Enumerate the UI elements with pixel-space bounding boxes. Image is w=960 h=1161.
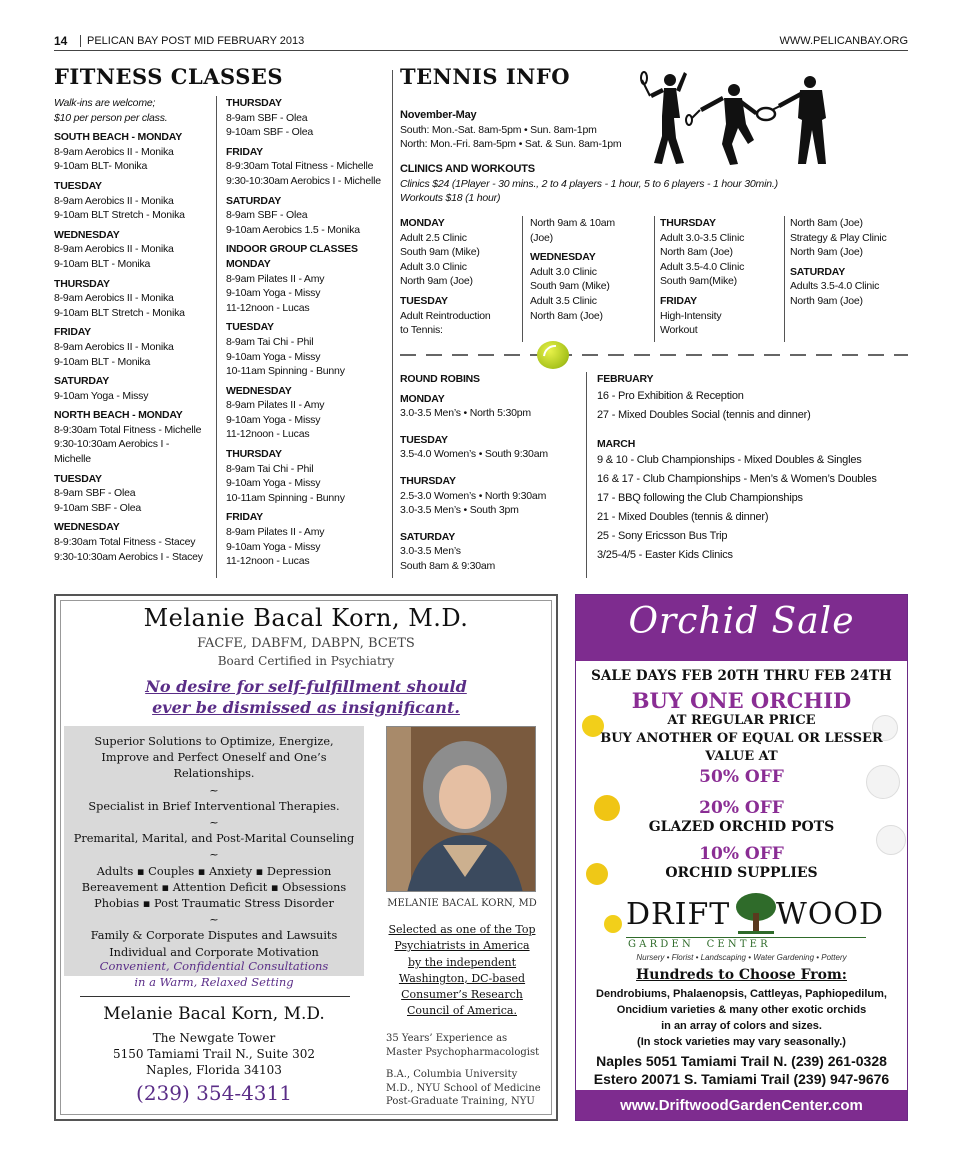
section-divider	[392, 70, 393, 578]
text-line: Council of America.	[407, 1004, 517, 1018]
list-item: Adult 3.0 Clinic	[400, 260, 467, 273]
list-heading: SATURDAY	[226, 194, 281, 207]
buy-one-offer: BUY ONE ORCHID	[631, 688, 852, 713]
list-item: 8-9am Pilates II - Amy	[226, 399, 325, 412]
driftwood-logo-wood: WOOD	[776, 897, 885, 932]
list-item: 8-9am Aerobics II - Monika	[54, 194, 174, 207]
logo-rule	[626, 937, 866, 938]
text-line: 35 Years’ Experience as	[386, 1033, 508, 1044]
text-line: Individual and Corporate Motivation	[109, 945, 319, 959]
text-line: Master Psychopharmacologist	[386, 1047, 540, 1058]
list-item: 9-10am SBF - Olea	[54, 501, 142, 514]
list-item: 10-11am Spinning - Bunny	[226, 365, 345, 378]
list-item: 11-12noon - Lucas	[226, 555, 310, 568]
list-heading: WEDNESDAY	[530, 251, 596, 264]
website-link[interactable]: WWW.PELICANBAY.ORG	[779, 35, 908, 47]
list-item: 8-9am SBF - Olea	[226, 111, 308, 124]
list-item: 9:30-10:30am Aerobics I -	[54, 438, 170, 451]
list-item: Walk-ins are welcome;	[54, 97, 156, 109]
list-heading: THURSDAY	[226, 448, 282, 461]
list-item: Adult 3.5 Clinic	[530, 294, 597, 307]
text-line: Washington, DC-based	[398, 971, 526, 985]
spacer	[400, 518, 580, 530]
list-item: High-Intensity	[660, 309, 722, 322]
list-item: South 8am & 9:30am	[400, 559, 496, 572]
list-item: to Tennis:	[400, 324, 443, 337]
tennis-ball-icon	[537, 341, 569, 369]
list-heading: THURSDAY	[660, 217, 716, 229]
text-line: Post-Graduate Training, NYU	[386, 1096, 535, 1107]
clinic-column-2	[530, 216, 652, 323]
discount-50: 50% OFF	[699, 767, 784, 787]
tennis-title: TENNIS INFO	[400, 64, 571, 89]
text-line: Specialist in Brief Interventional Therapies.	[88, 799, 340, 813]
list-item: 21 - Mixed Doubles (tennis & dinner)	[597, 511, 769, 524]
list-item: 8-9:30am Total Fitness - Michelle	[226, 160, 374, 173]
consultation-note: Convenient, Confidential Consultations in a Warm, Relaxed Setting	[99, 959, 329, 989]
text-line: 5150 Tamiami Trail N., Suite 302	[113, 1047, 315, 1061]
list-item: Strategy & Play Clinic	[790, 231, 887, 244]
publication-name: PELICAN BAY POST MID FEBRUARY 2013	[80, 35, 304, 47]
list-item: 8-9am Tai Chi - Phil	[226, 462, 314, 475]
list-item: 16 & 17 - Club Championships - Men’s & Women’s Doubles	[597, 473, 877, 486]
text-line: Consumer’s Research	[401, 988, 523, 1002]
ad-quote: No desire for self-fulfillment should ever be dismissed as insignificant.	[145, 677, 467, 717]
list-heading: WEDNESDAY	[226, 384, 292, 397]
round-robins	[400, 372, 580, 574]
text-line: by the independent	[407, 955, 517, 969]
text-line: in an array of colors and sizes.	[661, 1020, 822, 1032]
text-line: The Newgate Tower	[152, 1031, 276, 1045]
list-item: 9-10am BLT Stretch - Monika	[54, 306, 185, 319]
estero-location[interactable]: Estero 20071 S. Tamiami Trail (239) 947-9676	[593, 1071, 890, 1087]
list-item: 9-10am Yoga - Missy	[54, 389, 149, 402]
list-heading: FRIDAY	[660, 294, 697, 307]
list-item: South 9am (Mike)	[530, 280, 610, 293]
list-item: 8-9am SBF - Olea	[54, 487, 136, 500]
doctor-photo	[386, 726, 536, 892]
garden-center: G A R D E N C E N T E R	[628, 939, 768, 950]
list-item: Adult 3.0-3.5 Clinic	[660, 231, 745, 244]
dashed-separator	[400, 354, 908, 356]
doctor-name: Melanie Bacal Korn, M.D.	[143, 604, 469, 632]
text-line: (In stock varieties may vary seasonally.)	[637, 1036, 846, 1048]
list-heading: SATURDAY	[790, 265, 845, 278]
orchid-advertisement	[575, 594, 908, 1121]
clinic-divider-1	[522, 216, 523, 342]
list-heading: WEDNESDAY	[54, 228, 120, 241]
clinics-title: CLINICS AND WORKOUTS	[400, 163, 535, 175]
workouts-price: Workouts $18 (1 hour)	[400, 192, 501, 204]
list-heading: SOUTH BEACH - MONDAY	[54, 131, 183, 144]
list-heading: ROUND ROBINS	[400, 373, 480, 385]
orchid-supplies: ORCHID SUPPLIES	[665, 865, 818, 881]
list-item: 9-10am BLT Stretch - Monika	[54, 209, 185, 222]
list-item: 9 & 10 - Club Championships - Mixed Doubles & Singles	[597, 454, 862, 467]
tennis-south-hours: South: Mon.-Sat. 8am-5pm • Sun. 8am-1pm	[400, 124, 597, 136]
sale-days: SALE DAYS FEB 20TH THRU FEB 24TH	[591, 668, 892, 684]
list-item: 9-10am Aerobics 1.5 - Monika	[226, 223, 360, 236]
list-item: 9-10am Yoga - Missy	[226, 540, 321, 553]
list-item: (Joe)	[530, 231, 553, 244]
spacer	[597, 425, 909, 437]
education-note	[386, 1068, 558, 1109]
clinics-price: Clinics $24 (1Player - 30 mins., 2 to 4 players - 1 hour, 5 to 6 players - 1 hour 30min.)	[400, 178, 778, 190]
list-item: South 9am(Mike)	[660, 275, 737, 288]
text-line: Bereavement ▪ Attention Deficit ▪ Obsessions	[81, 880, 347, 894]
list-item: 11-12noon - Lucas	[226, 301, 310, 314]
discount-10: 10% OFF	[699, 844, 784, 864]
logo-tagline: Nursery • Florist • Landscaping • Water Gardening • Pottery	[636, 953, 847, 962]
tennis-players-icon	[640, 68, 840, 168]
selected-note	[376, 922, 548, 1020]
list-item: 8-9am SBF - Olea	[226, 209, 308, 222]
text-line: Improve and Perfect Oneself and One’s Relationships.	[101, 751, 327, 781]
list-heading: FRIDAY	[226, 511, 263, 524]
doctor-name-footer: Melanie Bacal Korn, M.D.	[103, 1004, 325, 1024]
list-item: 9-10am Yoga - Missy	[226, 413, 321, 426]
list-item: 27 - Mixed Doubles Social (tennis and dinner)	[597, 408, 811, 421]
list-item: 3.0-3.5 Men’s • North 5:30pm	[400, 407, 531, 420]
list-item: 8-9:30am Total Fitness - Stacey	[54, 536, 196, 549]
list-item: 8-9am Pilates II - Amy	[226, 272, 325, 285]
header-rule	[54, 50, 908, 51]
list-heading: MARCH	[597, 437, 636, 450]
list-item: 9-10am Yoga - Missy	[226, 477, 321, 490]
tennis-north-hours: North: Mon.-Fri. 8am-5pm • Sat. & Sun. 8am-1pm	[400, 138, 622, 150]
list-item: North 9am & 10am	[530, 217, 615, 229]
tennis-season: November-May	[400, 109, 477, 121]
fitness-title: FITNESS CLASSES	[54, 64, 284, 89]
text-line: Oncidium varieties & many other exotic orchids	[616, 1004, 867, 1016]
text-line: ~	[209, 848, 219, 862]
list-heading: SATURDAY	[54, 375, 109, 388]
list-heading: TUESDAY	[226, 321, 274, 334]
events-divider	[586, 372, 587, 578]
list-item: North 9am (Joe)	[790, 294, 863, 307]
list-item: 9-10am Yoga - Missy	[226, 287, 321, 300]
tree-icon	[734, 891, 778, 935]
list-item: Michelle	[54, 453, 91, 466]
list-item: 3.0-3.5 Men’s • South 3pm	[400, 504, 519, 517]
fitness-column-2	[226, 96, 388, 569]
list-item: 3/25-4/5 - Easter Kids Clinics	[597, 549, 733, 562]
glazed-pots: GLAZED ORCHID POTS	[648, 819, 835, 835]
text-line: Family & Corporate Disputes and Lawsuits	[90, 929, 338, 943]
ad-rule	[80, 996, 350, 997]
orchid-banner-title: Orchid Sale	[628, 601, 855, 642]
korn-advertisement	[54, 594, 558, 1121]
list-item: Adults 3.5-4.0 Clinic	[790, 280, 880, 293]
clinic-column-3	[660, 216, 782, 338]
value-at: VALUE AT	[705, 749, 778, 764]
text-line: B.A., Columbia University	[386, 1069, 518, 1080]
list-item: Adult 2.5 Clinic	[400, 231, 467, 244]
list-item: 16 - Pro Exhibition & Reception	[597, 389, 744, 402]
list-item: 8-9am Aerobics II - Monika	[54, 243, 174, 256]
list-heading: TUESDAY	[400, 294, 448, 307]
board-certification: Board Certified in Psychiatry	[217, 654, 395, 668]
list-item: North 9am (Joe)	[790, 246, 863, 259]
text-line: Naples, Florida 34103	[146, 1063, 282, 1077]
list-heading: INDOOR GROUP CLASSES	[226, 243, 358, 256]
clinic-divider-3	[784, 216, 785, 342]
discount-20: 20% OFF	[699, 798, 784, 818]
fitness-column-1	[54, 96, 214, 564]
text-line: Selected as one of the Top	[388, 923, 536, 936]
list-heading: FEBRUARY	[597, 373, 654, 385]
list-item: 8-9am Tai Chi - Phil	[226, 335, 314, 348]
list-item: South 9am (Mike)	[400, 246, 480, 259]
page-header	[54, 34, 908, 50]
regular-price: AT REGULAR PRICE	[667, 713, 816, 728]
list-item: 8-9:30am Total Fitness - Michelle	[54, 423, 202, 436]
driftwood-logo-drift: DRIFT	[626, 897, 731, 932]
office-address	[64, 1030, 364, 1078]
list-item: 10-11am Spinning - Bunny	[226, 491, 345, 504]
list-item: 9-10am BLT - Monika	[54, 257, 151, 270]
list-item: 9-10am SBF - Olea	[226, 126, 314, 139]
buy-another: BUY ANOTHER OF EQUAL OR LESSER	[600, 731, 883, 746]
text-line: M.D., NYU School of Medicine	[386, 1082, 541, 1094]
list-heading: THURSDAY	[400, 474, 456, 487]
list-heading: MONDAY	[226, 257, 271, 270]
list-item: North 8am (Joe)	[660, 246, 733, 259]
clinic-column-4	[790, 216, 910, 309]
text-line: Dendrobiums, Phalaenopsis, Cattleyas, Paphiopedilum,	[596, 988, 887, 1000]
list-item: North 8am (Joe)	[790, 217, 863, 229]
photo-caption: MELANIE BACAL KORN, MD	[387, 898, 537, 909]
list-item: 9:30-10:30am Aerobics I - Stacey	[54, 550, 203, 563]
clinic-divider-2	[654, 216, 655, 342]
list-heading: TUESDAY	[54, 179, 102, 192]
list-item: 8-9am Pilates II - Amy	[226, 526, 325, 539]
list-item: 17 - BBQ following the Club Championships	[597, 492, 803, 505]
list-item: 8-9am Aerobics II - Monika	[54, 340, 174, 353]
spacer	[400, 421, 580, 433]
list-item: Adult Reintroduction	[400, 309, 491, 322]
list-heading: TUESDAY	[54, 472, 102, 485]
list-item: 8-9am Aerobics II - Monika	[54, 145, 174, 158]
list-item: $10 per person per class.	[54, 111, 168, 124]
office-phone[interactable]: (239) 354-4311	[136, 1081, 292, 1105]
yellow-orchid-icon	[604, 915, 622, 933]
text-line: Superior Solutions to Optimize, Energize,	[94, 735, 334, 748]
events-list	[597, 372, 909, 565]
list-item: 2.5-3.0 Women’s • North 9:30am	[400, 489, 547, 502]
list-item: Adult 3.5-4.0 Clinic	[660, 260, 745, 273]
doctor-credentials: FACFE, DABFM, DABPN, BCETS	[197, 636, 415, 651]
list-item: 25 - Sony Ericsson Bus Trip	[597, 530, 728, 543]
fitness-column-divider	[216, 96, 217, 578]
list-item: 11-12noon - Lucas	[226, 428, 310, 441]
list-heading: FRIDAY	[226, 145, 263, 158]
page-number: 14	[54, 34, 68, 48]
list-item: Adult 3.0 Clinic	[530, 265, 597, 278]
list-item: 3.5-4.0 Women’s • South 9:30am	[400, 448, 548, 461]
list-item: 3.0-3.5 Men’s	[400, 545, 461, 558]
list-heading: TUESDAY	[400, 433, 448, 446]
text-line: ~	[209, 816, 219, 830]
naples-location[interactable]: Naples 5051 Tamiami Trail N. (239) 261-0328	[596, 1053, 887, 1069]
driftwood-website[interactable]: www.DriftwoodGardenCenter.com	[620, 1097, 863, 1114]
list-item: 8-9am Aerobics II - Monika	[54, 292, 174, 305]
spacer	[400, 462, 580, 474]
list-item: 9-10am BLT- Monika	[54, 160, 148, 173]
list-heading: MONDAY	[400, 392, 445, 405]
list-heading: THURSDAY	[226, 97, 282, 109]
list-heading: SATURDAY	[400, 530, 455, 543]
list-item: 9:30-10:30am Aerobics I - Michelle	[226, 174, 381, 187]
list-heading: NORTH BEACH - MONDAY	[54, 409, 183, 422]
list-item: 9-10am Yoga - Missy	[226, 350, 321, 363]
list-heading: MONDAY	[400, 217, 445, 229]
list-item: North 8am (Joe)	[530, 309, 603, 322]
list-item: 9-10am BLT - Monika	[54, 355, 151, 368]
hundreds-heading: Hundreds to Choose From:	[636, 967, 847, 983]
text-line: Phobias ▪ Post Traumatic Stress Disorder	[94, 897, 334, 911]
list-heading: WEDNESDAY	[54, 521, 120, 534]
text-line: ~	[209, 783, 219, 797]
text-line: ~	[209, 913, 219, 927]
text-line: Psychiatrists in America	[394, 939, 530, 953]
services-list	[64, 734, 364, 961]
orchid-varieties	[576, 986, 907, 1050]
list-heading: THURSDAY	[54, 277, 110, 290]
list-item: North 9am (Joe)	[400, 275, 473, 288]
list-item: Workout	[660, 324, 698, 337]
experience-note	[386, 1032, 558, 1060]
text-line: Premarital, Marital, and Post-Marital Counseling	[73, 832, 355, 846]
text-line: Adults ▪ Couples ▪ Anxiety ▪ Depression	[96, 864, 332, 878]
clinic-column-1	[400, 216, 518, 338]
list-heading: FRIDAY	[54, 326, 91, 339]
